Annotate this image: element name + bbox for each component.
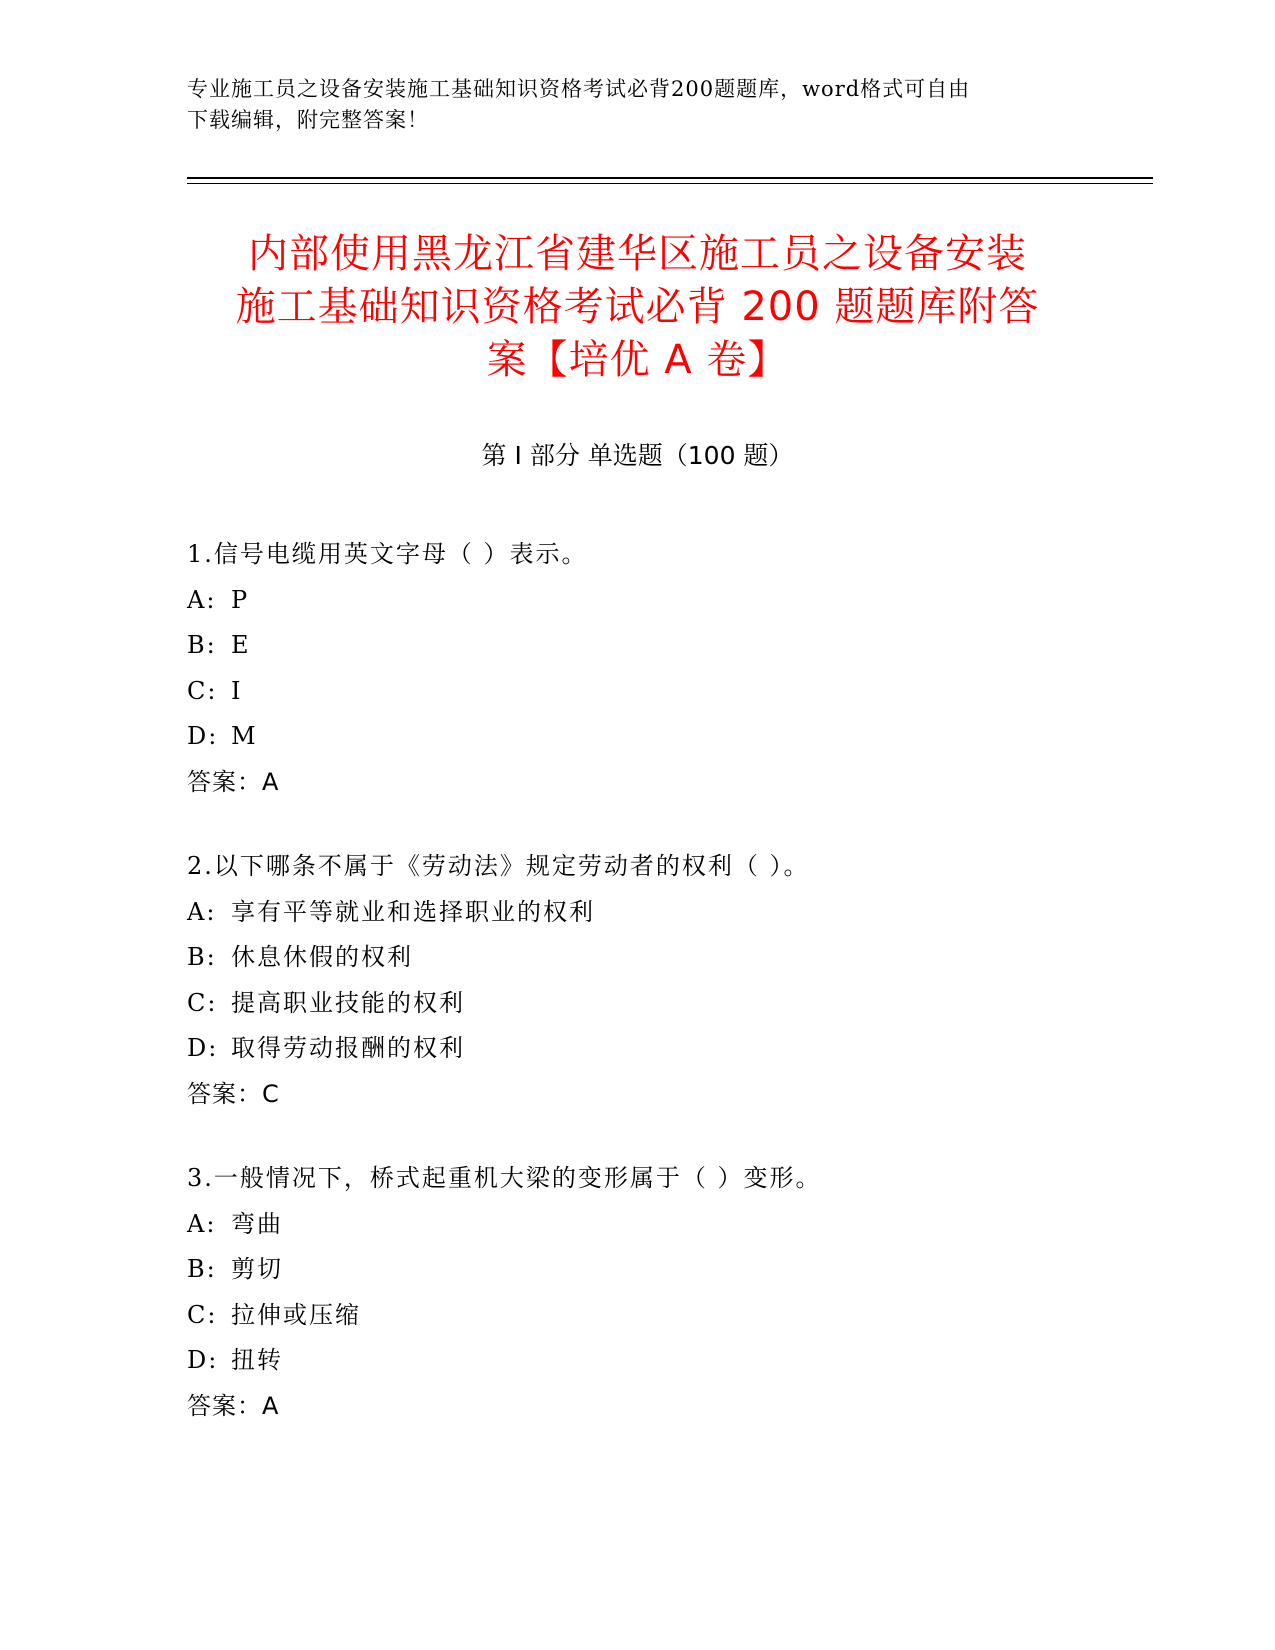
answer: 答案：A xyxy=(187,767,280,796)
option-b xyxy=(187,1247,1147,1293)
option-key: D: xyxy=(187,1346,219,1374)
section-heading: 第 I 部分 单选题（100 题） xyxy=(481,441,794,470)
question-2 xyxy=(187,844,1147,1117)
option-value: 剪切 xyxy=(231,1255,283,1283)
option-key: B: xyxy=(187,943,217,971)
option-value: 休息休假的权利 xyxy=(231,943,413,971)
option-value: 提高职业技能的权利 xyxy=(231,988,465,1017)
option-key: C: xyxy=(187,988,218,1017)
option-value: 享有平等就业和选择职业的权利 xyxy=(231,897,595,926)
question-text: 1.信号电缆用英文字母（ ）表示。 xyxy=(187,540,588,568)
option-value: E xyxy=(231,631,251,659)
answer: 答案：C xyxy=(187,1079,280,1108)
option-d xyxy=(187,1026,1147,1072)
document-title-line-3: 案【培优 A 卷】 xyxy=(486,337,789,383)
option-value: M xyxy=(231,722,258,750)
option-value: 拉伸或压缩 xyxy=(231,1300,361,1329)
document-title-line-1: 内部使用黑龙江省建华区施工员之设备安装 xyxy=(248,231,1027,277)
option-value: 扭转 xyxy=(231,1346,283,1374)
question-list xyxy=(187,532,1147,1468)
option-c xyxy=(187,981,1147,1027)
option-value: P xyxy=(231,585,250,614)
option-a xyxy=(187,1202,1147,1248)
document-title xyxy=(150,228,1125,387)
option-key: C: xyxy=(187,1300,218,1329)
option-c xyxy=(187,669,1147,715)
document-title-line-2: 施工基础知识资格考试必背 200 题题库附答 xyxy=(235,284,1040,330)
option-value: 取得劳动报酬的权利 xyxy=(231,1034,465,1062)
question-3 xyxy=(187,1156,1147,1429)
header-divider-thin xyxy=(187,183,1153,184)
header-note-line-2: 下载编辑，附完整答案！ xyxy=(187,108,429,132)
option-d xyxy=(187,1338,1147,1384)
option-b xyxy=(187,623,1147,669)
option-d xyxy=(187,714,1147,760)
option-key: D: xyxy=(187,1034,219,1062)
option-a xyxy=(187,890,1147,936)
answer: 答案：A xyxy=(187,1391,280,1420)
option-key: B: xyxy=(187,631,217,659)
option-c xyxy=(187,1293,1147,1339)
header-note xyxy=(187,74,1067,136)
option-key: C: xyxy=(187,676,218,705)
header-note-line-1: 专业施工员之设备安装施工基础知识资格考试必背200题题库，word格式可自由 xyxy=(187,77,971,101)
option-key: A: xyxy=(187,1209,217,1238)
option-a xyxy=(187,578,1147,624)
question-text: 2.以下哪条不属于《劳动法》规定劳动者的权利（ ）。 xyxy=(187,852,810,880)
question-1 xyxy=(187,532,1147,805)
option-key: B: xyxy=(187,1255,217,1283)
header-divider-thick xyxy=(187,177,1153,179)
option-key: A: xyxy=(187,897,217,926)
option-b xyxy=(187,935,1147,981)
option-key: D: xyxy=(187,722,219,750)
option-key: A: xyxy=(187,585,217,614)
option-value: I xyxy=(231,676,243,705)
question-text: 3.一般情况下，桥式起重机大梁的变形属于（ ）变形。 xyxy=(187,1164,822,1192)
option-value: 弯曲 xyxy=(231,1209,283,1238)
